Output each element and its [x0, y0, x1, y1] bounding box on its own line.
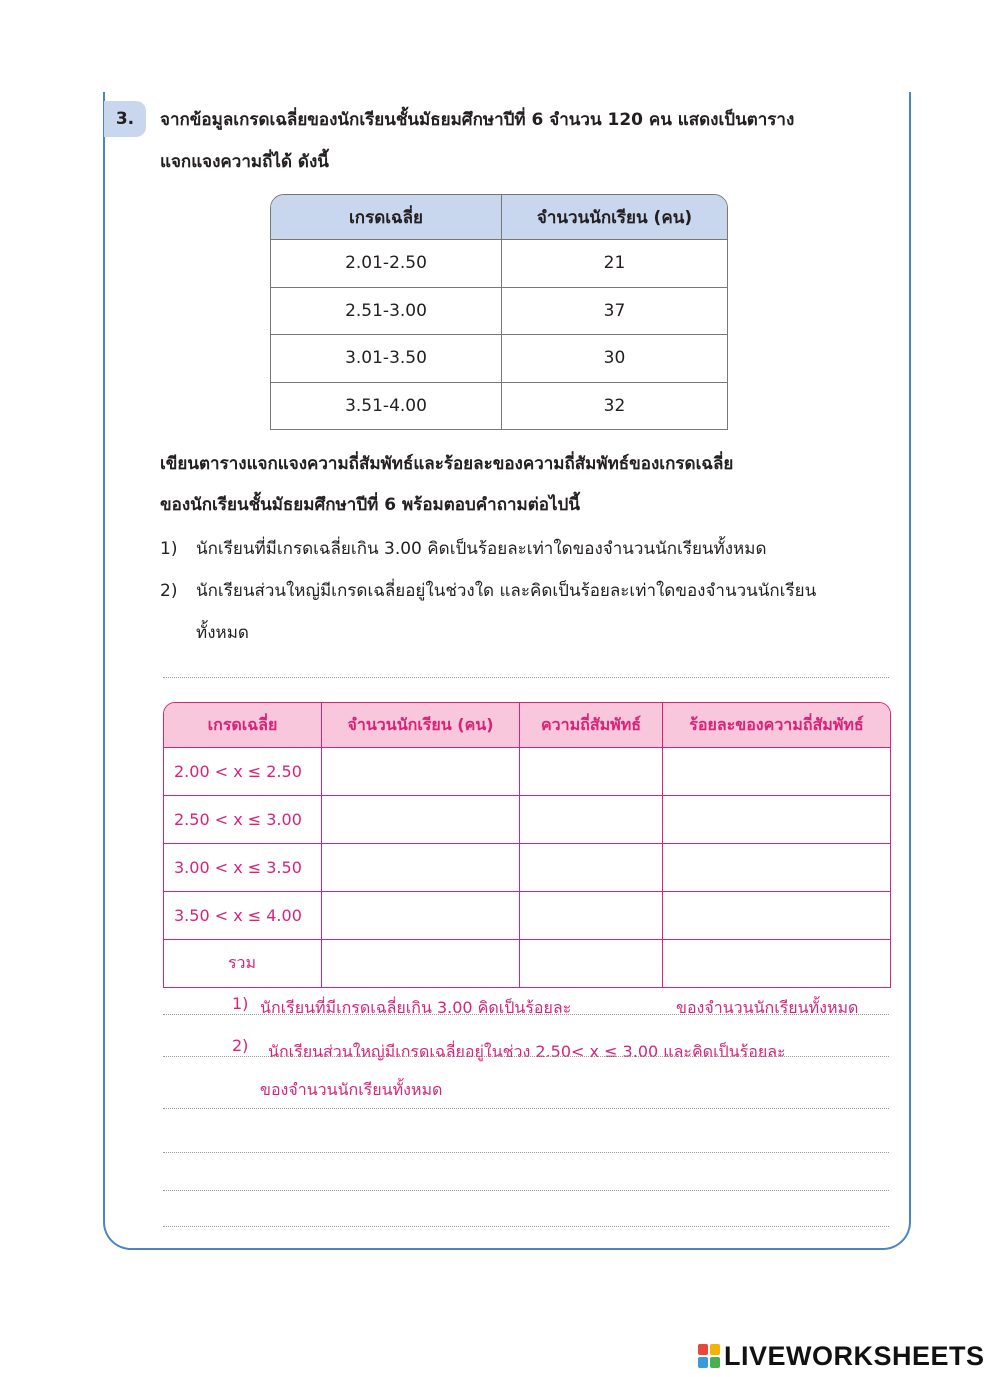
- percent-total-input-cell[interactable]: [663, 940, 890, 987]
- students-input-cell[interactable]: [322, 892, 520, 940]
- percent-input-cell[interactable]: [663, 748, 890, 796]
- answer-2-continued: ของจำนวนนักเรียนทั้งหมด: [260, 1080, 443, 1099]
- header-relative-percent: ร้อยละของความถี่สัมพัทธ์: [663, 703, 890, 748]
- sub-question-2-continued: ทั้งหมด: [196, 623, 249, 643]
- frequency-table: [270, 194, 728, 430]
- dotted-line: [163, 1056, 889, 1057]
- answer-1-text: นักเรียนที่มีเกรดเฉลี่ยเกิน 3.00 คิดเป็นร้อยละ: [260, 998, 572, 1017]
- dotted-line: [163, 1190, 889, 1191]
- header-relative-frequency: ความถี่สัมพัทธ์: [520, 703, 663, 748]
- logo-tile: [698, 1344, 708, 1355]
- table-row: [164, 892, 890, 940]
- grade-interval: 3.00 < x ≤ 3.50: [164, 844, 322, 892]
- answer-1-tail: ของจำนวนนักเรียนทั้งหมด: [676, 998, 859, 1017]
- grade-interval: 2.00 < x ≤ 2.50: [164, 748, 322, 796]
- liveworksheets-icon: [698, 1344, 720, 1368]
- sub-question-2: [160, 577, 816, 604]
- sub-question-text: นักเรียนที่มีเกรดเฉลี่ยเกิน 3.00 คิดเป็นร้อยละเท่าใดของจำนวนนักเรียนทั้งหมด: [196, 539, 767, 559]
- student-count: 30: [502, 335, 727, 383]
- header-students: จำนวนนักเรียน (คน): [502, 195, 727, 240]
- students-input-cell[interactable]: [322, 844, 520, 892]
- logo-tile: [710, 1344, 720, 1355]
- percent-input-cell[interactable]: [663, 796, 890, 844]
- question-text-line2: แจกแจงความถี่ได้ ดังนี้: [160, 152, 329, 172]
- sub-question-number: 2): [160, 581, 178, 601]
- answer-2-number: 2): [232, 1036, 249, 1055]
- students-total-input-cell[interactable]: [322, 940, 520, 987]
- total-label: รวม: [164, 940, 322, 987]
- table-row: [271, 383, 727, 430]
- dotted-line: [163, 1226, 889, 1227]
- dotted-line: [163, 677, 889, 678]
- header-grade: เกรดเฉลี่ย: [164, 703, 322, 748]
- liveworksheets-logo: [698, 1340, 985, 1372]
- answer-2-text: นักเรียนส่วนใหญ่มีเกรดเฉลี่ยอยู่ในช่วง 2.50< x ≤ 3.00 และคิดเป็นร้อยละ: [268, 1042, 786, 1061]
- grade-range: 2.01-2.50: [271, 240, 502, 288]
- frequency-table-header: [271, 195, 727, 240]
- dotted-line: [163, 1152, 889, 1153]
- question-text-line1: จากข้อมูลเกรดเฉลี่ยของนักเรียนชั้นมัธยมศึกษาปีที่ 6 จำนวน 120 คน แสดงเป็นตาราง: [160, 110, 795, 130]
- relative-frequency-input-cell[interactable]: [520, 844, 663, 892]
- dotted-line: [163, 1108, 889, 1109]
- relative-frequency-input-cell[interactable]: [520, 748, 663, 796]
- header-grade: เกรดเฉลี่ย: [271, 195, 502, 240]
- relative-frequency-input-cell[interactable]: [520, 892, 663, 940]
- grade-range: 3.51-4.00: [271, 383, 502, 430]
- grade-interval: 3.50 < x ≤ 4.00: [164, 892, 322, 940]
- student-count: 32: [603, 395, 626, 416]
- instruction-line2: ของนักเรียนชั้นมัธยมศึกษาปีที่ 6 พร้อมตอบคำถามต่อไปนี้: [160, 495, 580, 515]
- student-count: 21: [502, 240, 727, 288]
- sub-question-1: [160, 535, 767, 562]
- relative-frequency-input-cell[interactable]: [520, 796, 663, 844]
- answer-table: [163, 702, 891, 988]
- grade-range: 3.01-3.50: [271, 335, 502, 383]
- table-row: [271, 240, 727, 288]
- sub-question-text: นักเรียนส่วนใหญ่มีเกรดเฉลี่ยอยู่ในช่วงใด และคิดเป็นร้อยละเท่าใดของจำนวนนักเรียน: [196, 581, 817, 601]
- table-row: [271, 288, 727, 336]
- students-input-cell[interactable]: [322, 796, 520, 844]
- brand-name: LIVEWORKSHEETS: [724, 1340, 985, 1371]
- percent-input-cell[interactable]: [663, 844, 890, 892]
- student-count: 37: [502, 288, 727, 336]
- table-row: [271, 335, 727, 383]
- answer-table-header: [164, 703, 890, 748]
- students-input-cell[interactable]: [322, 748, 520, 796]
- percent-input-cell[interactable]: [663, 892, 890, 940]
- grade-interval: 2.50 < x ≤ 3.00: [164, 796, 322, 844]
- grade-range: 2.51-3.00: [271, 288, 502, 336]
- sub-question-number: 1): [160, 539, 178, 559]
- question-number: 3.: [104, 101, 146, 137]
- table-row: [164, 796, 890, 844]
- relative-frequency-total-input-cell[interactable]: [520, 940, 663, 987]
- table-row: [164, 844, 890, 892]
- header-students: จำนวนนักเรียน (คน): [322, 703, 520, 748]
- table-row-total: [164, 940, 890, 987]
- logo-tile: [710, 1357, 720, 1368]
- instruction-line1: เขียนตารางแจกแจงความถี่สัมพัทธ์และร้อยละของความถี่สัมพัทธ์ของเกรดเฉลี่ย: [160, 454, 734, 474]
- table-row: [164, 748, 890, 796]
- dotted-line: [163, 1014, 889, 1015]
- answer-1-number: 1): [232, 994, 249, 1013]
- logo-tile: [698, 1357, 708, 1368]
